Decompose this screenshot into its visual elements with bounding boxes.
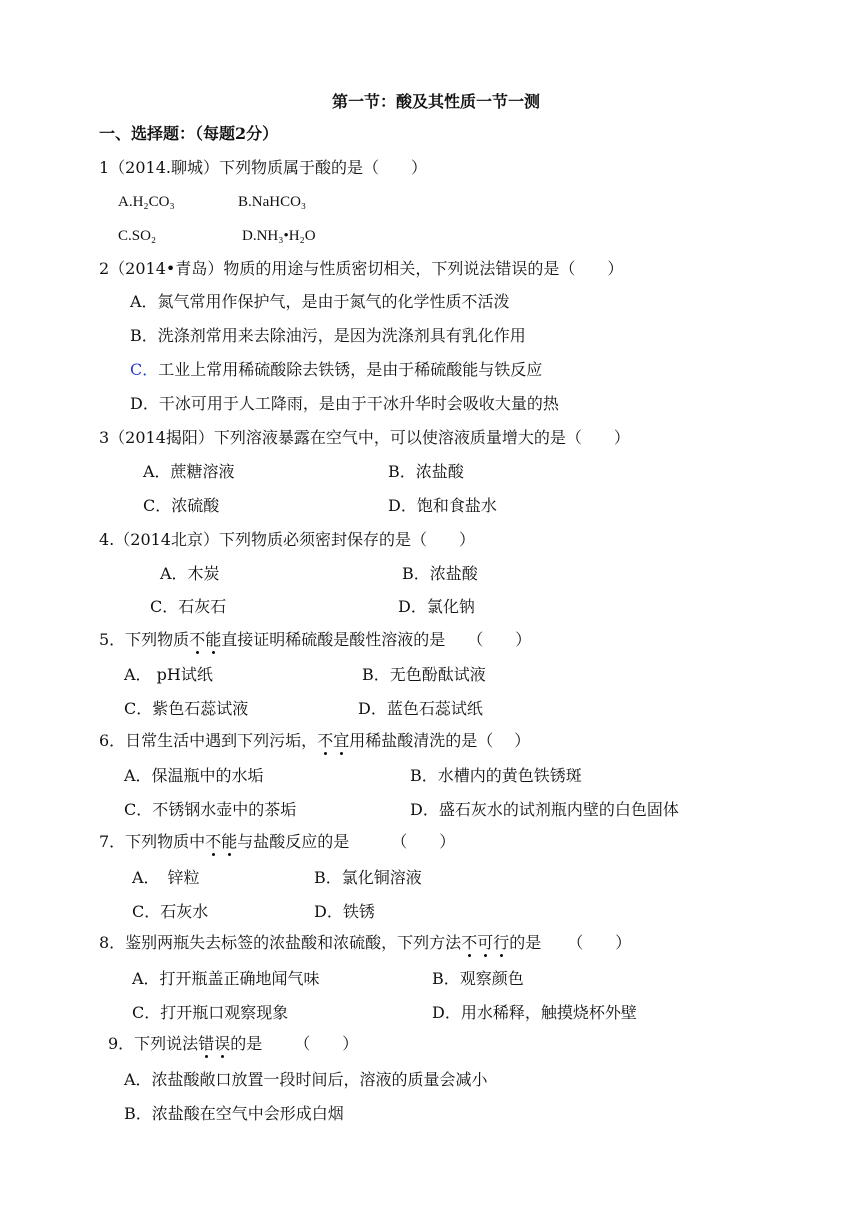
question-4-stem: 4.（2014北京）下列物质必须密封保存的是（ ） (99, 530, 475, 549)
answer-blank: （ ） (567, 933, 632, 952)
question-7-stem (99, 832, 455, 852)
emphasis-dot-char: 不 (189, 630, 206, 649)
emphasis-dot-char: 行 (493, 933, 510, 952)
page-title: 第一节：酸及其性质一节一测 (332, 92, 541, 111)
question-8-option-a: A．打开瓶盖正确地闻气味 (132, 969, 320, 988)
question-7-stem-end: 与盐酸反应的是 (237, 832, 350, 851)
question-4-option-b: B．浓盐酸 (402, 564, 478, 583)
question-5-option-d: D．蓝色石蕊试纸 (358, 699, 483, 718)
emphasis-dot-char: 不 (317, 731, 334, 750)
question-1-option-c: C.SO₂ (118, 228, 157, 244)
question-7-option-a: A． 锌粒 (132, 868, 200, 887)
question-3-option-b: B．浓盐酸 (388, 462, 464, 481)
question-1-option-a: A.H₂CO₃ (118, 194, 175, 210)
question-4-option-c: C．石灰石 (150, 597, 227, 616)
answer-blank: （ ） (467, 630, 532, 649)
emphasis-dot-char: 能 (205, 630, 222, 649)
question-2-option-c-text: 工业上常用稀硫酸除去铁锈，是由于稀硫酸能与铁反应 (158, 360, 543, 379)
question-5-option-a: A． pH试纸 (124, 665, 213, 684)
question-2-option-b: B．洗涤剂常用来去除油污，是因为洗涤剂具有乳化作用 (130, 326, 526, 345)
question-9-option-a: A．浓盐酸敞口放置一段时间后，溶液的质量会减小 (124, 1070, 488, 1089)
question-8-stem-start: 8．鉴别两瓶失去标签的浓盐酸和浓硫酸，下列方法 (99, 933, 462, 952)
question-4-option-a: A．木炭 (160, 564, 220, 583)
question-5-stem-end: 直接证明稀硫酸是酸性溶液的是 (221, 630, 446, 649)
emphasis-dot-char: 不 (205, 832, 222, 851)
question-2-option-d: D．干冰可用于人工降雨，是由于干冰升华时会吸收大量的热 (130, 394, 559, 413)
question-6-option-d: D．盛石灰水的试剂瓶内壁的白色固体 (410, 800, 679, 819)
question-8-stem (99, 933, 631, 953)
emphasis-dot-char: 能 (221, 832, 238, 851)
question-1-option-d: D.NH₃•H₂O (242, 228, 316, 244)
emphasis-dot-char: 宜 (333, 731, 350, 750)
answer-blank: （ ） (294, 1034, 359, 1053)
question-5-option-b: B．无色酚酞试液 (362, 665, 486, 684)
emphasis-dot-char: 可 (477, 933, 494, 952)
emphasis-dot-char: 错 (198, 1034, 215, 1053)
question-7-option-b: B．氯化铜溶液 (314, 868, 422, 887)
question-2-option-c-letter: C． (130, 360, 159, 379)
question-3-option-a: A．蔗糖溶液 (143, 462, 235, 481)
question-4-option-d: D．氯化钠 (398, 597, 475, 616)
answer-blank: （ ） (391, 832, 456, 851)
question-2-stem: 2（2014•青岛）物质的用途与性质密切相关，下列说法错误的是（ ） (99, 259, 624, 278)
emphasis-dot-char: 误 (214, 1034, 231, 1053)
question-6-option-a: A．保温瓶中的水垢 (124, 766, 264, 785)
question-1-option-b: B.NaHCO₃ (238, 194, 307, 210)
question-5-option-c: C．紫色石蕊试液 (124, 699, 249, 718)
question-6-stem-start: 6．日常生活中遇到下列污垢， (99, 731, 318, 750)
question-3-option-c: C．浓硫酸 (143, 496, 220, 515)
question-6-option-b: B．水槽内的黄色铁锈斑 (410, 766, 582, 785)
question-9-option-b: B．浓盐酸在空气中会形成白烟 (124, 1104, 344, 1123)
question-2-option-c (130, 360, 542, 380)
question-3-stem: 3（2014揭阳）下列溶液暴露在空气中，可以使溶液质量增大的是（ ） (99, 428, 630, 447)
question-8-option-d: D．用水稀释，触摸烧杯外壁 (432, 1003, 637, 1022)
question-8-option-c: C．打开瓶口观察现象 (132, 1003, 289, 1022)
question-6-stem (99, 731, 530, 751)
question-7-option-d: D．铁锈 (314, 902, 375, 921)
question-2-option-a: A．氮气常用作保护气，是由于氮气的化学性质不活泼 (130, 292, 510, 311)
question-8-option-b: B．观察颜色 (432, 969, 524, 988)
section-heading: 一、选择题：（每题2分） (99, 124, 279, 143)
question-9-stem-end: 的是 (230, 1034, 263, 1053)
question-5-stem (99, 630, 531, 650)
question-9-stem-start: 9．下列说法 (108, 1034, 199, 1053)
question-9-stem (108, 1034, 358, 1054)
question-7-stem-start: 7．下列物质中 (99, 832, 206, 851)
question-3-option-d: D．饱和食盐水 (388, 496, 497, 515)
question-1-stem: 1（2014.聊城）下列物质属于酸的是（ ） (99, 158, 427, 177)
question-8-stem-end: 的是 (509, 933, 542, 952)
question-6-option-c: C．不锈钢水壶中的茶垢 (124, 800, 297, 819)
question-5-stem-start: 5．下列物质 (99, 630, 190, 649)
question-6-stem-end: 用稀盐酸清洗的是（ ） (349, 731, 531, 750)
emphasis-dot-char: 不 (461, 933, 478, 952)
question-7-option-c: C．石灰水 (132, 902, 209, 921)
